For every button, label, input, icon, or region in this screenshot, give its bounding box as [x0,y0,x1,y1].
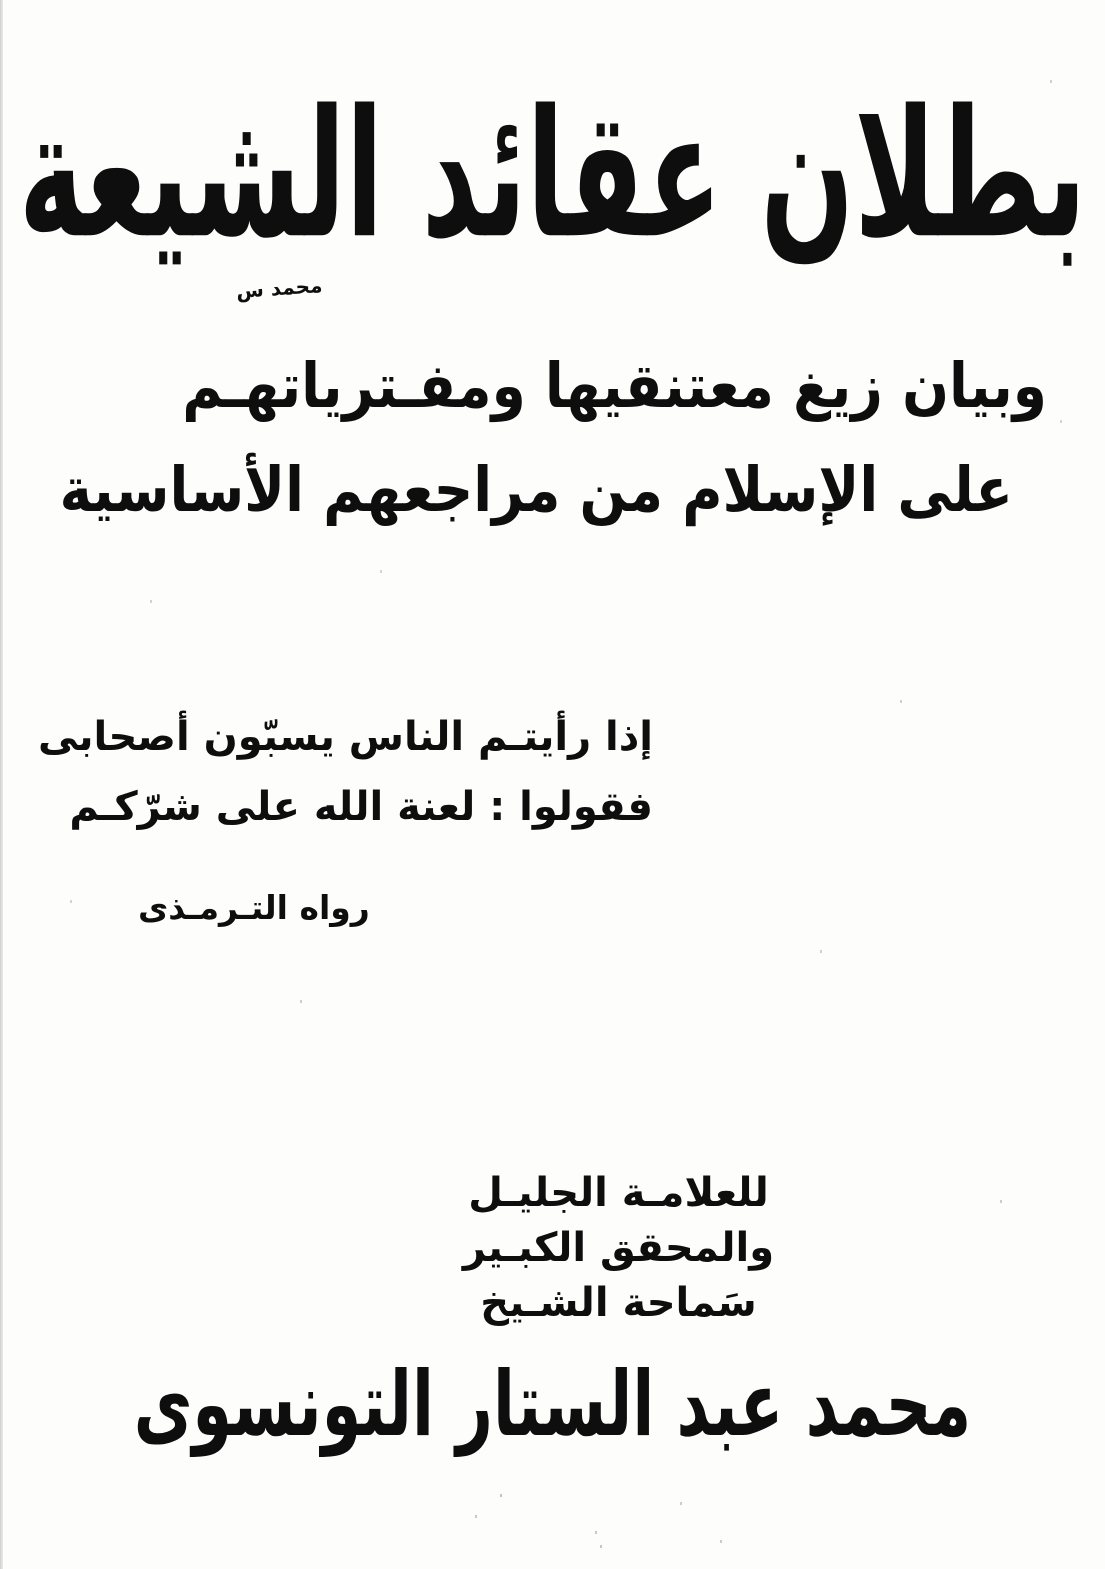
author-honorifics [426,1166,811,1332]
book-main-title: بطلان عقائد الشيعة [18,72,1087,277]
honorific-line-2: والمحقق الكبـير [462,1225,775,1272]
scan-noise-specks [500,1494,502,1497]
honorific-line-3: سَماحة الشـيخ [480,1280,757,1327]
author-name: محمد عبد الستار التونسوى [133,1354,972,1458]
subtitle-line-2: على الإسلام من مراجعهم الأساسية [59,454,1013,526]
hadith-quote [37,702,653,842]
subtitle-line-1: وبيان زيغ معتنقيها ومفـترياتهـم [182,350,1047,422]
hadith-line-2: فقولوا : لعنة الله على شرّكـم [69,784,653,830]
hadith-attribution: رواه التـرمـذى [138,888,370,927]
hadith-line-1: إذا رأيتـم الناس يسبّون أصحابى [37,714,653,760]
calligrapher-signature: محمد س [235,273,324,303]
honorific-line-1: للعلامـة الجليـل [468,1170,769,1216]
